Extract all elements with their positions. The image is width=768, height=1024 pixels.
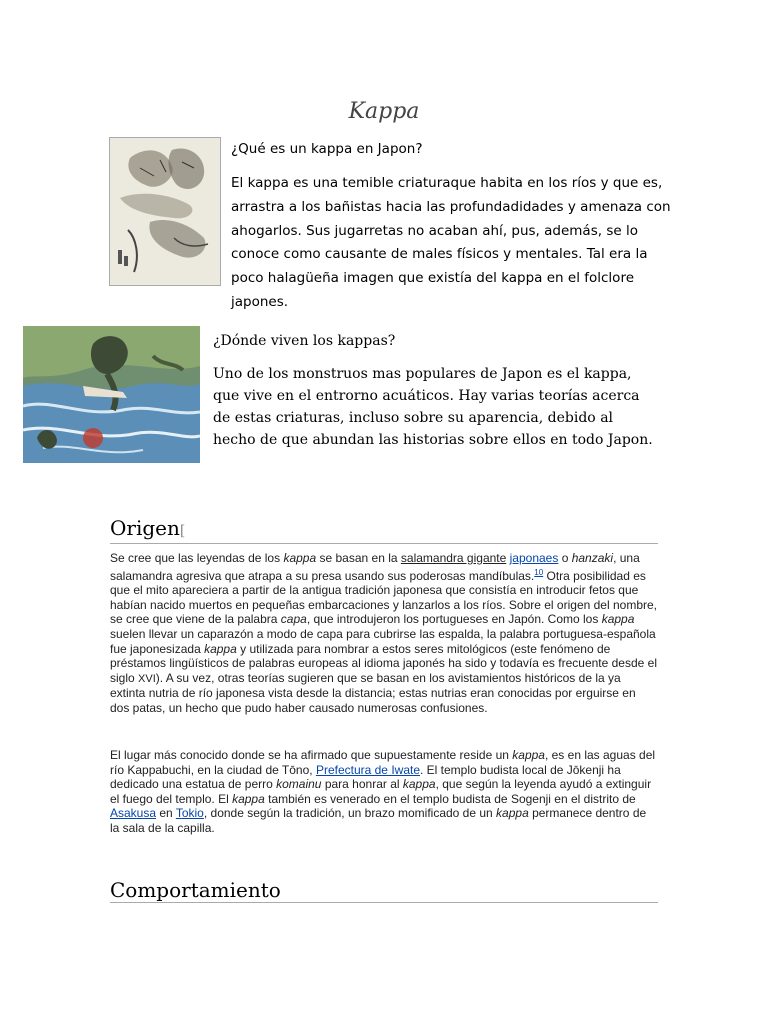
- text: ). A su vez, otras teorías sugieren que se basan en los avistamientos históricos de la ya extinta nutria de río japonesa vista desde la distancia; estas nutrias eran conocidas por erguirse en dos patas, un hecho que pudo haber causado numerosas confusiones.: [110, 670, 636, 715]
- text: suelen llevar un caparazón a modo de capa para cubrirse las espalda, la palabra portuguesa-española fue japonesizada: [110, 626, 656, 656]
- origen-paragraph-2: [110, 748, 658, 836]
- question-que-es-kappa: ¿Qué es un kappa en Japon?: [231, 141, 423, 157]
- link-salamandra-gigante[interactable]: salamandra gigante: [400, 551, 507, 565]
- text: , que según la leyenda ayudó a extinguir el fuego del templo. El: [110, 777, 652, 806]
- origen-heading-text: Origen: [110, 516, 180, 540]
- text: , es en las aguas del río Kappabuchi, en la ciudad de Tōno,: [110, 748, 656, 777]
- term-kappa: kappa: [402, 777, 436, 792]
- text: o: [558, 551, 572, 565]
- origen-paragraph-1: [110, 551, 658, 716]
- term-kappa: kappa: [601, 612, 635, 627]
- text: , que introdujeron los portugueses en Japón. Como los: [306, 612, 602, 627]
- text: en: [156, 806, 176, 821]
- term-kappa: kappa: [204, 641, 237, 656]
- text: El lugar más conocido donde se ha afirmado que supuestamente reside un: [110, 748, 513, 762]
- link-asakusa[interactable]: Asakusa: [110, 806, 157, 821]
- text: para honrar al: [321, 777, 403, 792]
- kappa-illustration-image: [109, 137, 221, 286]
- edit-bracket: [: [179, 523, 186, 539]
- text: permanece dentro de la sala de la capilla.: [110, 806, 647, 835]
- paragraph-donde-viven: Uno de los monstruos mas populares de Japon es el kappa, que vive en el entrorno acuáticos. Hay varias teorías acerca de estas criaturas, incluso sobre su aparencia, debido al hecho de que abundan las historias sobre ellos en todo Japon.: [213, 366, 653, 448]
- century-numeral: XVI: [138, 672, 156, 685]
- term-komainu: komainu: [276, 777, 322, 792]
- text: se basan en la: [316, 551, 401, 565]
- section-divider-comportamiento: [110, 902, 658, 903]
- text: y utilizada para nombrar a estos seres mitológicos (este fenómeno de préstamos lingüísticos de palabras europeas al idioma japonés ha sido y todavía es frecuente desde el siglo: [110, 641, 658, 685]
- section-heading-comportamiento: Comportamiento: [110, 878, 281, 902]
- term-hanzaki: hanzaki: [571, 551, 614, 565]
- term-capa: capa: [280, 612, 307, 627]
- paragraph-que-es-kappa: El kappa es una temible criaturaque habita en los ríos y que es, arrastra a los bañistas hacia las profundadidades y amenaza con ahogarlos. Sus jugarretas no acaban ahí, pus, además, se lo conoce como causante de males físicos y mentales. Tal era la poco halagüeña imagen que existía del kappa en el folclore japones.: [231, 175, 671, 310]
- kappa-river-image: [23, 326, 200, 463]
- link-japonaes[interactable]: japonaes: [509, 551, 559, 565]
- section-divider-origen: [110, 543, 658, 544]
- page-title: Kappa: [348, 99, 420, 124]
- term-kappa: kappa: [232, 791, 265, 806]
- term-kappa: kappa: [512, 748, 545, 762]
- text: , una salamandra agresiva que atrapa a su presa usando sus poderosas mandíbulas.: [110, 551, 640, 583]
- link-prefectura-iwate[interactable]: Prefectura de Iwate: [315, 762, 420, 777]
- text: también es venerado en el templo budista de Sogenji en el distrito de: [264, 791, 636, 806]
- text: , donde según la tradición, un brazo momificado de un: [203, 806, 497, 821]
- question-donde-viven: ¿Dónde viven los kappas?: [213, 333, 396, 349]
- text: Otra posibilidad es que el mito apareciera a partir de la antigua tradición japonesa que consistía en introducir fetos que habían nacido muertos en pequeñas embarcaciones y lanzarlos a los ríos. Sobre el origen del nombre, se cree que viene de la palabra: [110, 568, 657, 627]
- term-kappa: kappa: [496, 806, 529, 821]
- text: Se cree que las leyendas de los: [110, 551, 284, 565]
- reference-link[interactable]: 10: [534, 567, 544, 577]
- text: . El templo budista local de Jōkenji ha dedicado una estatua de perro: [110, 762, 621, 792]
- term-kappa: kappa: [283, 551, 317, 565]
- section-heading-origen: [110, 516, 185, 540]
- link-tokio[interactable]: Tokio: [175, 806, 204, 821]
